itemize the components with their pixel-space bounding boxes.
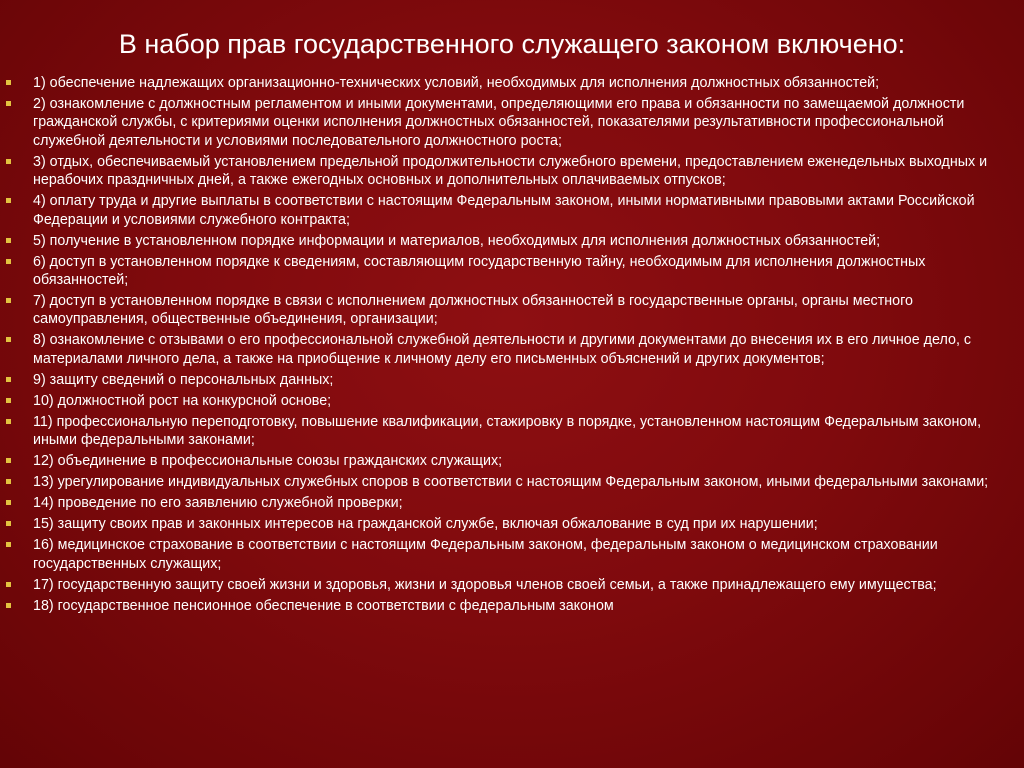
list-item — [0, 232, 1024, 250]
list-item — [0, 515, 1024, 533]
bullet-icon — [6, 479, 11, 484]
list-item — [0, 597, 1024, 615]
bullet-icon — [6, 458, 11, 463]
list-item-text: 14) проведение по его заявлению служебной проверки; — [33, 495, 403, 512]
list-item-text: 12) объединение в профессиональные союзы гражданских служащих; — [33, 453, 503, 470]
list-item-text: 6) доступ в установленном порядке к сведениям, составляющим государственную тайну, необходимым для исполнения должностных обязанностей; — [33, 253, 926, 289]
bullet-icon — [6, 377, 11, 382]
list-item — [0, 576, 1024, 594]
bullet-icon — [6, 500, 11, 505]
list-item — [0, 452, 1024, 470]
list-item-text: 15) защиту своих прав и законных интересов на гражданской службе, включая обжалование в суд при их нарушении; — [33, 516, 818, 533]
list-item-text: 5) получение в установленном порядке информации и материалов, необходимых для исполнения должностных обязанностей; — [33, 232, 881, 249]
list-item-text: 1) обеспечение надлежащих организационно-технических условий, необходимых для исполнения должностных обязанностей; — [33, 75, 880, 91]
list-item-text: 18) государственное пенсионное обеспечение в соответствии с федеральным законом — [33, 597, 614, 614]
bullet-icon — [6, 198, 11, 203]
list-item-text: 16) медицинское страхование в соответствии с настоящим Федеральным законом, федеральным законом о медицинском страховании государственных служащих; — [33, 537, 938, 572]
list-item-text: 10) должностной рост на конкурсной основе; — [33, 392, 332, 409]
list-item — [0, 371, 1024, 389]
list-item-text: 9) защиту сведений о персональных данных; — [33, 371, 334, 388]
list-item — [0, 192, 1024, 229]
bullet-icon — [6, 419, 11, 424]
bullet-icon — [6, 603, 11, 608]
bullet-icon — [6, 298, 11, 303]
list-item-text: 4) оплату труда и другие выплаты в соответствии с настоящим Федеральным законом, иными нормативными правовыми актами Российской Федерации и условиями служебного контракта; — [33, 193, 975, 228]
list-item — [0, 153, 1024, 190]
list-item — [0, 292, 1024, 329]
bullet-icon — [6, 101, 11, 106]
list-item — [0, 494, 1024, 512]
bullet-icon — [6, 80, 11, 85]
list-item — [0, 536, 1024, 573]
rights-list — [0, 74, 1024, 618]
list-item — [0, 253, 1024, 290]
list-item-text: 3) отдых, обеспечиваемый установлением предельной продолжительности служебного времени, предоставлением еженедельных выходных и нерабочих праздничных дней, а также ежегодных основных и дополнительных оплачиваемых отпусков; — [33, 153, 988, 189]
bullet-icon — [6, 542, 11, 547]
list-item-text: 13) урегулирование индивидуальных служебных споров в соответствии с настоящим Федеральным законом, иными федеральными законами; — [33, 474, 989, 491]
list-item — [0, 413, 1024, 450]
bullet-icon — [6, 259, 11, 264]
list-item — [0, 74, 1024, 92]
list-item — [0, 392, 1024, 410]
bullet-icon — [6, 521, 11, 526]
bullet-icon — [6, 159, 11, 164]
bullet-icon — [6, 398, 11, 403]
list-item — [0, 331, 1024, 368]
bullet-icon — [6, 238, 11, 243]
bullet-icon — [6, 337, 11, 342]
list-item-text: 17) государственную защиту своей жизни и здоровья, жизни и здоровья членов своей семьи, а также принадлежащего ему имущества; — [33, 576, 937, 593]
list-item-text: 7) доступ в установленном порядке в связи с исполнением должностных обязанностей в государственные органы, органы местного самоуправления, общественные объединения, организации; — [33, 293, 913, 328]
list-item-text: 2) ознакомление с должностным регламентом и иными документами, определяющими его права и обязанности по замещаемой должности гражданской службы, с критериями оценки исполнения должностных обязанностей, показателями результативности профессиональной служебной деятельности и условиями последовательного должностного роста; — [33, 96, 965, 149]
bullet-icon — [6, 582, 11, 587]
list-item-text: 8) ознакомление с отзывами о его профессиональной служебной деятельности и другими документами до внесения их в его личное дело, с материалами личного дела, а также на приобщение к личному делу его письменных объяснений и других документов; — [33, 332, 972, 367]
list-item-text: 11) профессиональную переподготовку, повышение квалификации, стажировку в порядке, установленном настоящим Федеральным законом, иными федеральными законами; — [33, 413, 982, 449]
slide-title: В набор прав государственного служащего законом включено: — [118, 29, 906, 59]
list-item — [0, 95, 1024, 150]
list-item — [0, 473, 1024, 491]
